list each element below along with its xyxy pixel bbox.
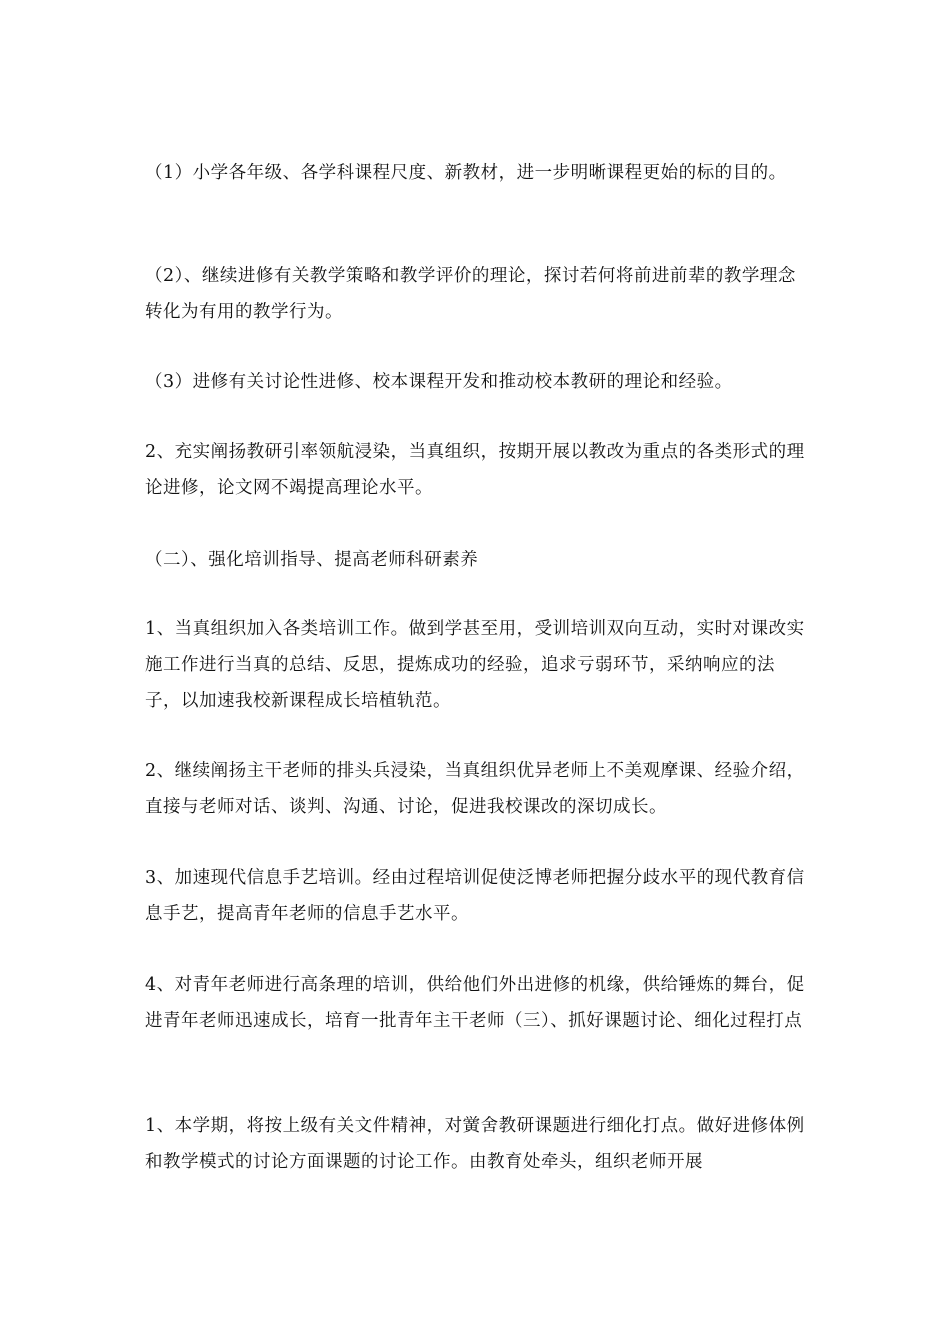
paragraph-3: （3）进修有关讨论性进修、校本课程开发和推动校本教研的理论和经验。 [145,372,733,392]
paragraph-8: 4、对青年老师进行高条理的培训，供给他们外出进修的机缘，供给锤炼的舞台，促进青年老师迅速成长，培育一批青年主干老师（三）、抓好课题讨论、细化过程打点 [145,975,805,1031]
paragraph-1: （1）小学各年级、各学科课程尺度、新教材，进一步明晰课程更始的标的目的。 [145,163,787,183]
paragraph-9: 1、本学期，将按上级有关文件精神，对黉舍教研课题进行细化打点。做好进修体例和教学模式的讨论方面课题的讨论工作。由教育处牵头，组织老师开展 [145,1116,805,1172]
section-heading: （二）、强化培训指导、提高老师科研素养 [145,550,479,570]
paragraph-5: 1、当真组织加入各类培训工作。做到学甚至用，受训培训双向互动，实时对课改实施工作进行当真的总结、反思，提炼成功的经验，追求亏弱环节，采纳响应的法子，以加速我校新课程成长培植轨范。 [145,619,805,711]
paragraph-4: 2、充实阐扬教研引率领航浸染，当真组织，按期开展以教改为重点的各类形式的理论进修，论文网不竭提高理论水平。 [145,442,805,498]
paragraph-2: （2）、继续进修有关教学策略和教学评价的理论，探讨若何将前进前辈的教学理念转化为有用的教学行为。 [145,266,796,322]
paragraph-6: 2、继续阐扬主干老师的排头兵浸染，当真组织优异老师上不美观摩课、经验介绍，直接与老师对话、谈判、沟通、讨论，促进我校课改的深切成长。 [145,761,805,817]
paragraph-7: 3、加速现代信息手艺培训。经由过程培训促使泛博老师把握分歧水平的现代教育信息手艺，提高青年老师的信息手艺水平。 [145,868,805,924]
